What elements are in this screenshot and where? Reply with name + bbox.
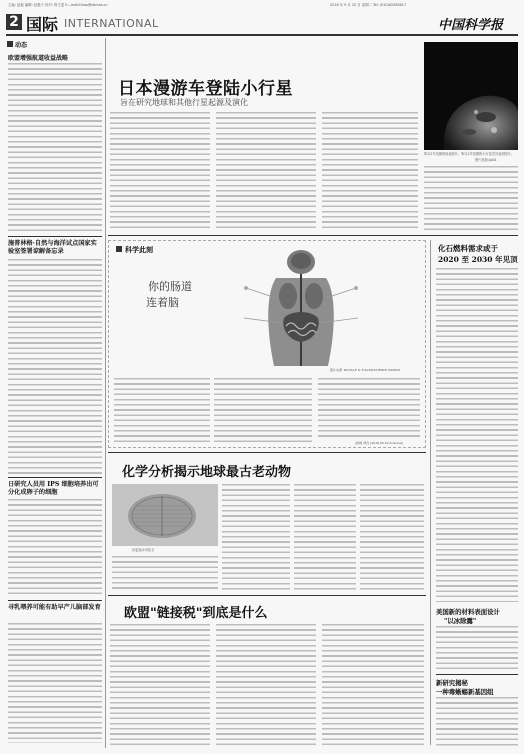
fossil-image [112, 484, 218, 546]
brief-body [8, 259, 102, 474]
brief-body [8, 63, 102, 233]
eu-headline: 欧盟"链接税"到底是什么 [124, 606, 268, 621]
right-item3-subtitle: 一种毒蜥蜴新基因组 [436, 688, 494, 696]
brief-divider [8, 477, 102, 478]
right-body [436, 268, 518, 602]
chem-body-col3 [360, 484, 424, 590]
brief-divider [8, 236, 102, 237]
eu-top-rule [108, 595, 426, 596]
sidebar-label: 动态 [15, 42, 28, 49]
fossil-photo [112, 484, 218, 546]
feature-marker [116, 246, 122, 252]
brief-title: 日研究人员用 IPS 细胞培养出可分化成卵子的细胞 [8, 481, 99, 496]
brief-divider [8, 600, 102, 601]
brief-body [8, 623, 102, 743]
chem-body-col1 [222, 484, 290, 590]
right-item2-body [436, 626, 518, 672]
lead-subhead: 旨在研究地球和其他行星起源及演化 [120, 98, 248, 107]
section-english: INTERNATIONAL [64, 17, 159, 30]
lead-headline: 日本漫游车登陆小行星 [118, 79, 293, 99]
feature-promo-line1: 你的肠道 [148, 280, 192, 293]
chem-top-rule [108, 452, 426, 453]
lead-body-col3 [322, 112, 418, 230]
masthead-logo: 中国科学报 [438, 18, 504, 33]
right-item2-subtitle: "以冰除露" [444, 617, 477, 625]
column-divider [430, 240, 431, 745]
feature-body-col3 [318, 378, 420, 440]
eu-body-col1 [110, 624, 210, 746]
right-divider [436, 674, 518, 675]
eu-body-col3 [322, 624, 424, 746]
lead-body-col4 [424, 166, 518, 230]
brief-title: 欧盟增强航道收益战略 [8, 55, 69, 62]
header-rule [6, 34, 518, 36]
feature-image-credit: 图片来源: NICOLLE R. FULLER/SCIENCE SOURCE [330, 368, 401, 372]
header-info: 主编: 赵磊 编辑: 赵磊子 校对: 阿王更 E—mail:tihao@stimes.cn [8, 3, 108, 7]
photo-credit: 图片来源:JAXA [475, 158, 497, 162]
asteroid-photo [424, 42, 518, 150]
lead-body-col1 [110, 112, 210, 230]
asteroid-surface-image [424, 42, 518, 150]
feature-body-col1 [114, 378, 210, 444]
right-item2-title: 美国新的材料表面设计 [436, 608, 500, 616]
right-headline-line2: 2020 至 2030 年见顶 [438, 255, 518, 264]
right-item3-body [436, 697, 518, 747]
chem-headline: 化学分析揭示地球最古老动物 [122, 465, 292, 480]
feature-source: (徐嫦 译自 (2018.09.19 Science)) [355, 441, 404, 445]
photo-caption: 隼鸟2号拍摄的地表照片。隼鸟2号拍摄的小行星龙宫表面图片。 [424, 152, 515, 156]
feature-label: 科学此刻 [125, 246, 153, 254]
fossil-caption: 狄更逊水母化石 [132, 548, 155, 552]
feature-promo-line2: 连着脑 [146, 296, 179, 309]
sidebar-marker [7, 41, 13, 47]
lead-body-col2 [216, 112, 316, 230]
header-date: 2018 年 9 月 25 日 星期二 Tel: (010)62580617 [330, 3, 407, 7]
brief-body [8, 499, 102, 597]
feature-body-col2 [214, 378, 312, 444]
section-title: 国际 [26, 15, 59, 34]
brief-title: 施普林格·自然与海洋试点国家实验室签署谅解备忘录 [8, 240, 97, 255]
chem-body-under-photo [112, 556, 218, 590]
eu-body-col2 [216, 624, 316, 746]
brief-title: 寻乳喂养可能有助早产儿脑部发育 [8, 604, 101, 611]
page-number: 2 [6, 14, 22, 30]
anatomy-image [226, 248, 376, 366]
column-divider [105, 38, 106, 748]
right-headline-line1: 化石燃料需求或于 [438, 244, 498, 253]
right-item3-title: 新研究揭秘 [436, 679, 468, 687]
lead-bottom-rule [108, 235, 518, 236]
chem-body-col2 [294, 484, 356, 590]
gut-brain-illustration [226, 248, 376, 366]
